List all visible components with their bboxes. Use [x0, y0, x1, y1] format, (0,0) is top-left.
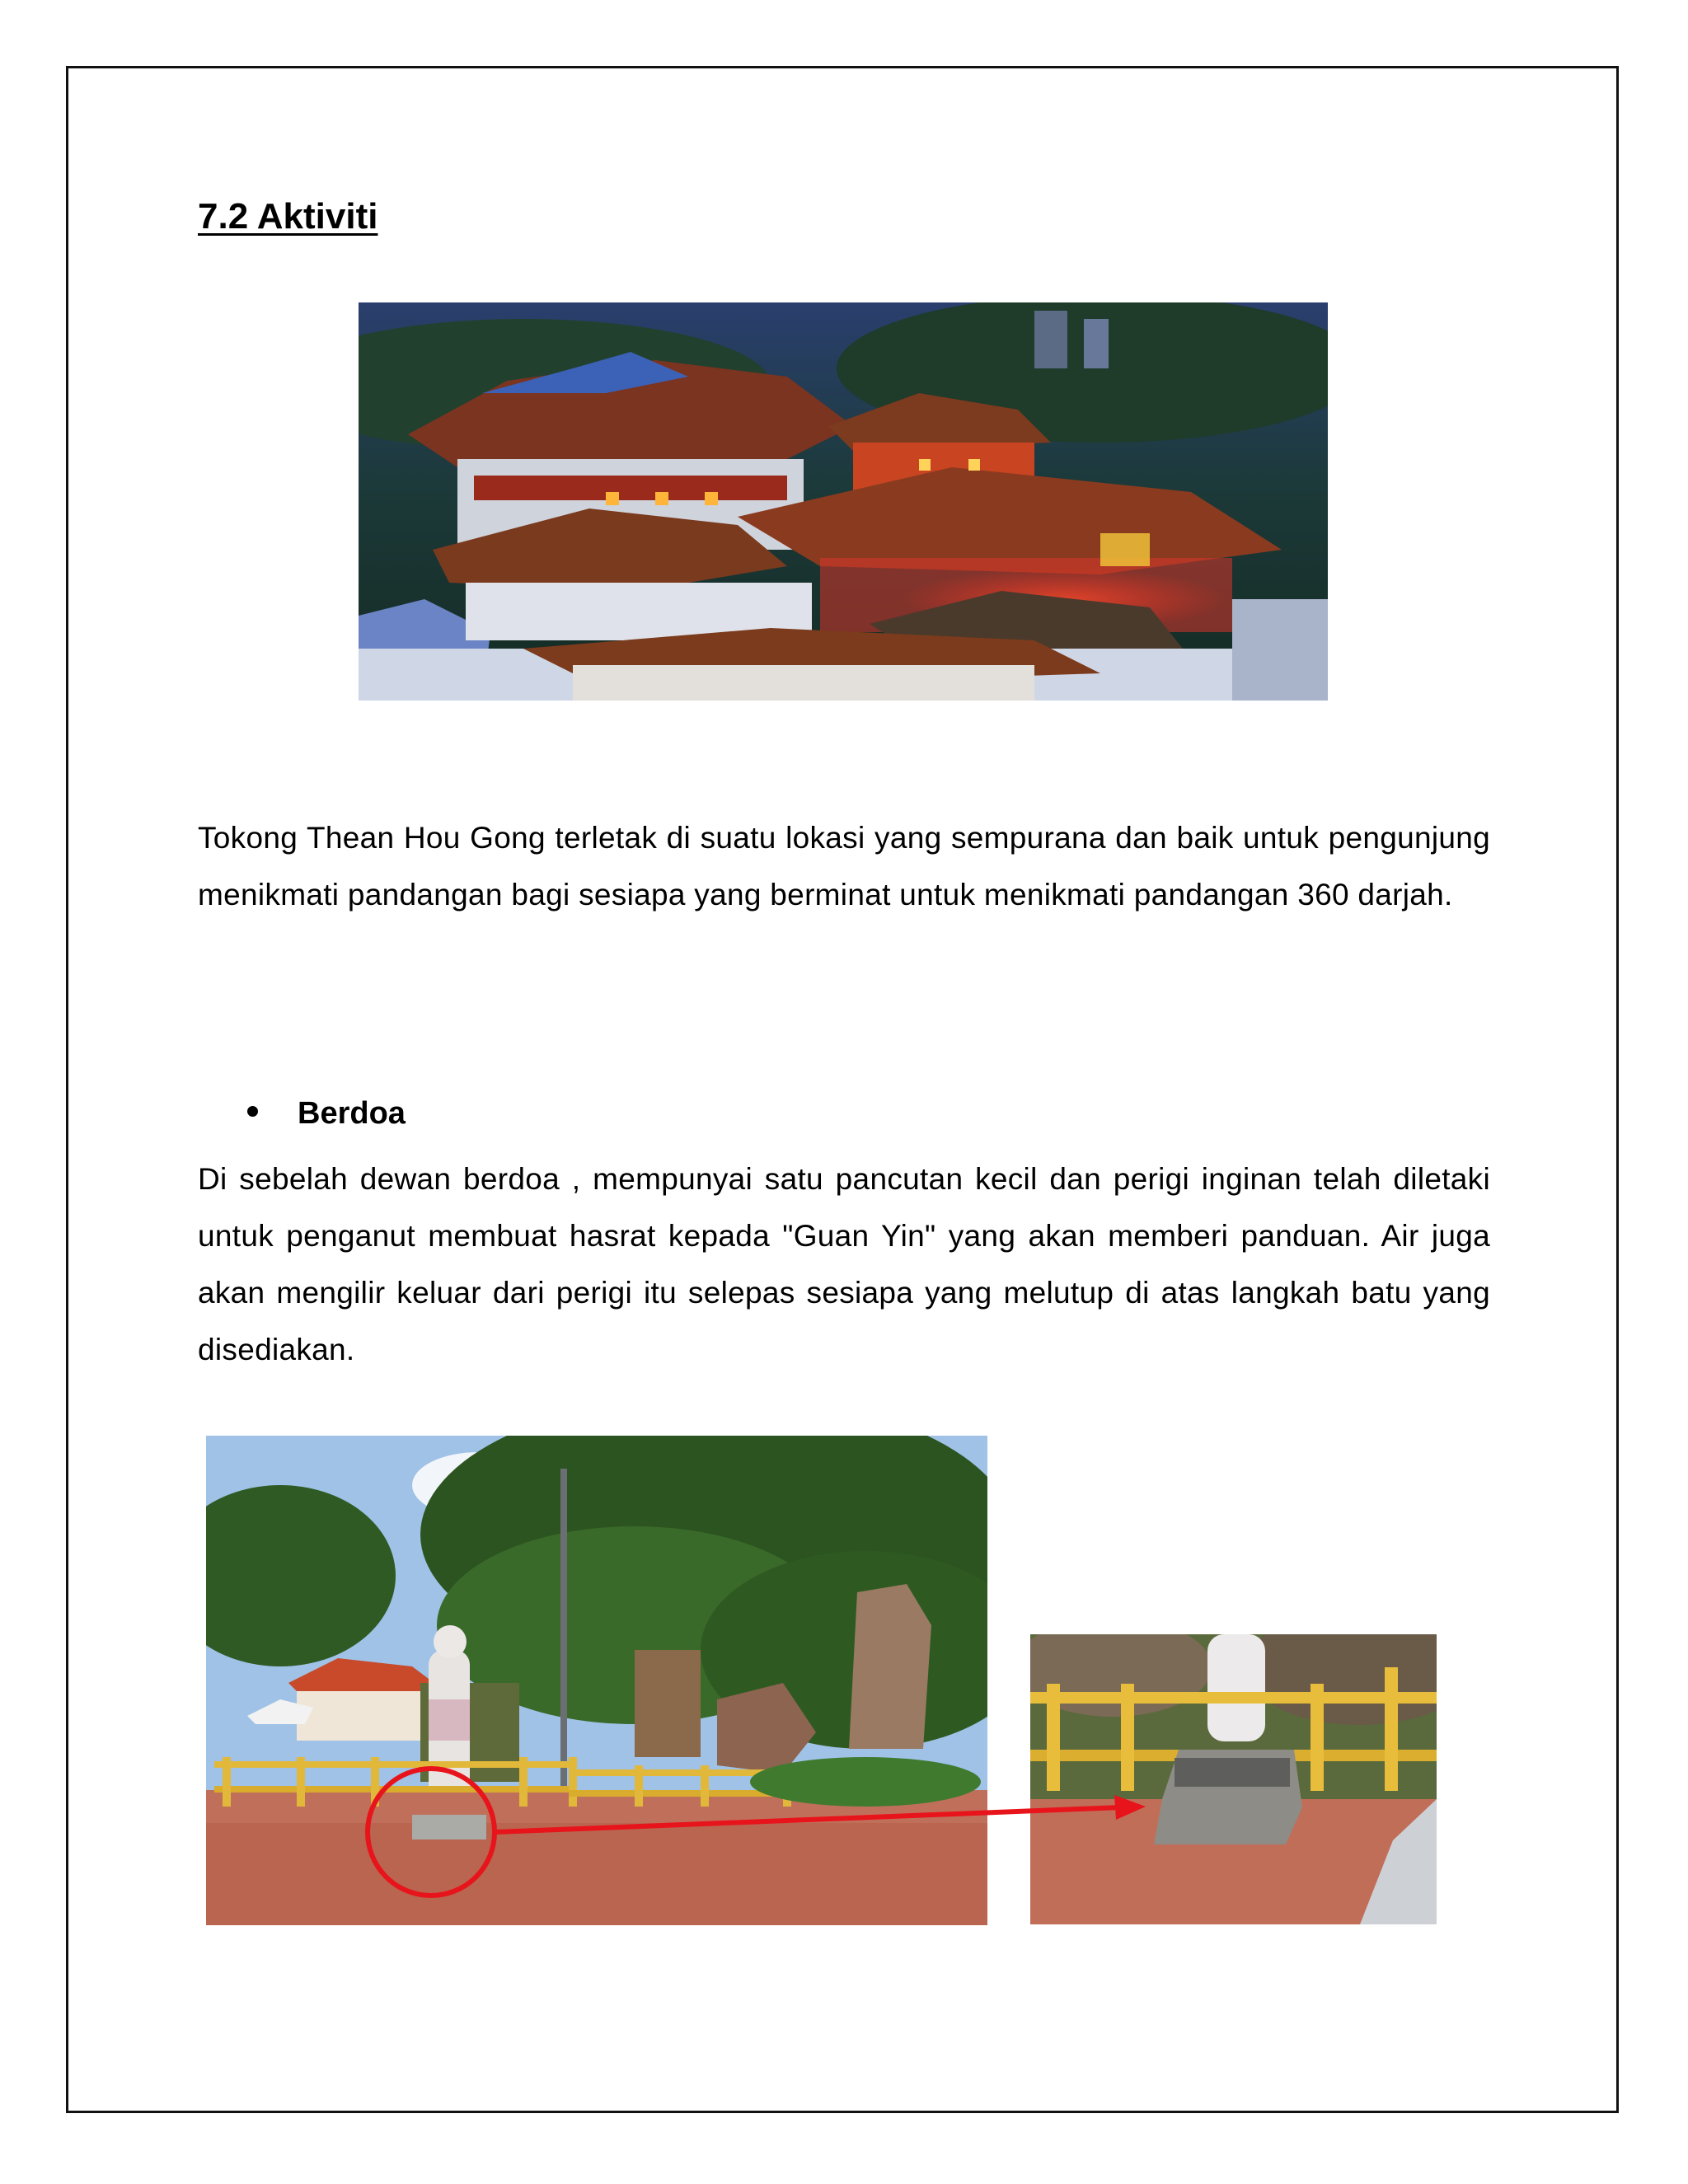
- intro-paragraph: Tokong Thean Hou Gong terletak di suatu lokasi yang sempurana dan baik untuk pengunjung menikmati pandangan bagi sesiapa yang berminat untuk menikmati pandangan 360 darjah.: [198, 821, 1490, 912]
- guan-yin-garden-photo: [206, 1436, 987, 1925]
- bullet-title: Berdoa: [298, 1096, 406, 1131]
- section-heading: 7.2 Aktiviti: [198, 196, 378, 237]
- temple-night-photo: [359, 302, 1328, 701]
- bullet-dot-icon: [247, 1106, 258, 1117]
- stone-step-closeup-photo: [1030, 1634, 1437, 1924]
- berdoa-paragraph: Di sebelah dewan berdoa , mempunyai satu pancutan kecil dan perigi inginan telah diletaki untuk penganut membuat hasrat kepada "Guan Yin" yang akan memberi panduan. Air juga akan mengilir keluar dari perigi itu selepas sesiapa yang melutup di atas langkah batu yang disediakan.: [198, 1162, 1490, 1366]
- bullet-item-berdoa: [247, 1096, 406, 1132]
